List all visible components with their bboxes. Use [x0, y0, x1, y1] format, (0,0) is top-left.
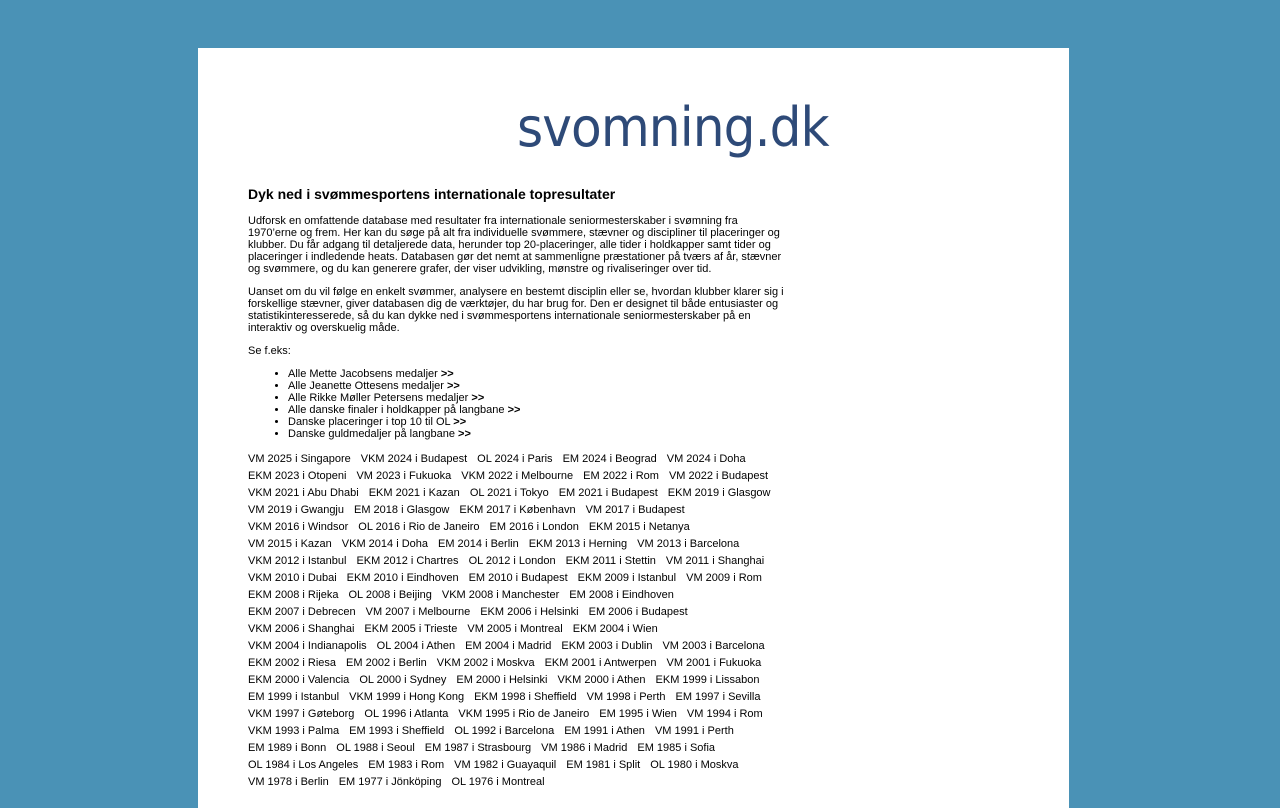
list-item: [288, 404, 788, 416]
list-item: [288, 428, 788, 440]
event-row: [248, 621, 788, 638]
event-link[interactable]: OL 1996 i Atlanta: [364, 708, 449, 720]
event-link[interactable]: OL 2016 i Rio de Janeiro: [358, 521, 480, 533]
event-link[interactable]: EM 2002 i Berlin: [346, 657, 427, 669]
event-link[interactable]: VM 1991 i Perth: [654, 725, 734, 737]
event-link[interactable]: EM 2006 i Budapest: [588, 606, 688, 618]
event-link[interactable]: VKM 1993 i Palma: [248, 725, 340, 737]
event-link[interactable]: EKM 2017 i København: [459, 504, 576, 516]
event-link[interactable]: EKM 2005 i Trieste: [364, 623, 458, 635]
event-link[interactable]: EKM 2007 i Debrecen: [248, 606, 356, 618]
event-link[interactable]: EM 2022 i Rom: [583, 470, 659, 482]
event-link[interactable]: VM 1978 i Berlin: [248, 776, 329, 788]
event-link[interactable]: OL 2021 i Tokyo: [469, 487, 549, 499]
event-link[interactable]: VKM 2024 i Budapest: [360, 453, 468, 465]
event-link[interactable]: EM 2008 i Eindhoven: [569, 589, 674, 601]
event-link[interactable]: VKM 2022 i Melbourne: [461, 470, 574, 482]
example-link-danish-gold-medals[interactable]: Danske guldmedaljer på langbane: [288, 428, 455, 440]
event-link[interactable]: EKM 2003 i Dublin: [561, 640, 653, 652]
event-link[interactable]: VM 2019 i Gwangju: [248, 504, 344, 516]
event-link[interactable]: OL 1976 i Montreal: [451, 776, 545, 788]
event-row: [248, 604, 788, 621]
event-link[interactable]: VKM 1999 i Hong Kong: [349, 691, 465, 703]
event-link[interactable]: VM 2025 i Singapore: [248, 453, 351, 465]
event-link[interactable]: EKM 2004 i Wien: [572, 623, 658, 635]
intro-paragraph-1: Udforsk en omfattende database med resultater fra internationale seniormesterskaber i svømning fra 1970’erne og frem. Her kan du søge på alt fra individuelle svømmere, stævner og discipliner til placeringer og klubber. Du får adgang til detaljerede data, herunder top 20-placeringer, alle tider i holdkapper samt tider og placeringer i indledende heats. Databasen gør det nemt at sammenligne præstationer på tværs af år, stævner og svømmere, og du kan generere grafer, der viser udvikling, mønstre og rivaliseringer over tid.: [248, 215, 782, 275]
event-link[interactable]: OL 2004 i Athen: [376, 640, 456, 652]
event-link[interactable]: EM 2016 i London: [489, 521, 579, 533]
event-link[interactable]: VKM 2012 i Istanbul: [248, 555, 347, 567]
event-row: [248, 451, 788, 468]
event-link[interactable]: EKM 2011 i Stettin: [565, 555, 656, 567]
event-row: [248, 655, 788, 672]
event-link[interactable]: EM 1985 i Sofia: [637, 742, 716, 754]
examples-label: Se f.eks:: [248, 345, 291, 357]
event-link[interactable]: VKM 1997 i Gøteborg: [248, 708, 355, 720]
example-arrow-link[interactable]: >>: [446, 380, 460, 392]
examples-list: [248, 368, 788, 440]
event-link[interactable]: VM 2005 i Montreal: [467, 623, 563, 635]
event-link[interactable]: VM 2023 i Fukuoka: [356, 470, 452, 482]
event-link[interactable]: EM 1993 i Sheffield: [349, 725, 445, 737]
event-link[interactable]: VM 2013 i Barcelona: [637, 538, 740, 550]
example-arrow-link[interactable]: >>: [440, 368, 454, 380]
example-link-rikke-moller-petersen[interactable]: Alle Rikke Møller Petersens medaljer: [288, 392, 469, 404]
content-area: [248, 186, 788, 791]
event-link[interactable]: OL 2008 i Beijing: [348, 589, 432, 601]
event-link[interactable]: EKM 2013 i Herning: [528, 538, 628, 550]
event-link[interactable]: EM 2018 i Glasgow: [354, 504, 450, 516]
list-item: [288, 368, 788, 380]
event-link[interactable]: OL 1984 i Los Angeles: [248, 759, 359, 771]
site-logo[interactable]: svomning.dk: [517, 96, 829, 159]
event-link[interactable]: VKM 2004 i Indianapolis: [248, 640, 367, 652]
event-link[interactable]: VM 2015 i Kazan: [248, 538, 332, 550]
event-row: [248, 757, 788, 774]
event-link[interactable]: EKM 2000 i Valencia: [248, 674, 350, 686]
event-row: [248, 536, 788, 553]
event-link[interactable]: EKM 2019 i Glasgow: [667, 487, 771, 499]
event-link[interactable]: EM 2021 i Budapest: [558, 487, 658, 499]
event-link[interactable]: EM 1983 i Rom: [368, 759, 445, 771]
example-link-mette-jacobsen[interactable]: Alle Mette Jacobsens medaljer: [288, 368, 438, 380]
event-link[interactable]: VKM 2014 i Doha: [341, 538, 428, 550]
example-arrow-link[interactable]: >>: [453, 416, 467, 428]
event-link[interactable]: VM 2001 i Fukuoka: [666, 657, 762, 669]
event-link[interactable]: EKM 2001 i Antwerpen: [544, 657, 657, 669]
example-arrow-link[interactable]: >>: [507, 404, 521, 416]
event-link[interactable]: VKM 2008 i Manchester: [441, 589, 560, 601]
example-link-jeanette-ottesen[interactable]: Alle Jeanette Ottesens medaljer: [288, 380, 444, 392]
event-row: [248, 468, 788, 485]
event-link[interactable]: EM 1999 i Istanbul: [248, 691, 340, 703]
event-row: [248, 570, 788, 587]
event-link[interactable]: VM 2009 i Rom: [686, 572, 762, 584]
event-link[interactable]: EM 2004 i Madrid: [465, 640, 552, 652]
event-link[interactable]: EM 2024 i Beograd: [562, 453, 657, 465]
event-link[interactable]: OL 2024 i Paris: [477, 453, 553, 465]
event-link[interactable]: VKM 2006 i Shanghai: [248, 623, 355, 635]
event-link[interactable]: EM 1995 i Wien: [599, 708, 677, 720]
event-link[interactable]: VKM 2016 i Windsor: [248, 521, 349, 533]
event-link[interactable]: EKM 2012 i Chartres: [356, 555, 459, 567]
event-link[interactable]: EM 1987 i Strasbourg: [424, 742, 532, 754]
event-row: [248, 672, 788, 689]
event-link[interactable]: EKM 2023 i Otopeni: [248, 470, 347, 482]
event-link[interactable]: EKM 1999 i Lissabon: [655, 674, 760, 686]
event-link[interactable]: VKM 2000 i Athen: [557, 674, 646, 686]
event-link[interactable]: EKM 2008 i Rijeka: [248, 589, 339, 601]
example-link-danish-relay-finals[interactable]: Alle danske finaler i holdkapper på langbane: [288, 404, 505, 416]
event-row: [248, 519, 788, 536]
event-link[interactable]: VM 2007 i Melbourne: [365, 606, 471, 618]
event-link[interactable]: EM 1981 i Split: [566, 759, 641, 771]
example-arrow-link[interactable]: >>: [458, 428, 471, 440]
event-link[interactable]: VM 1994 i Rom: [686, 708, 763, 720]
event-link[interactable]: EKM 2010 i Eindhoven: [346, 572, 459, 584]
event-link[interactable]: EKM 2006 i Helsinki: [480, 606, 579, 618]
event-link[interactable]: EKM 1998 i Sheffield: [474, 691, 577, 703]
event-link[interactable]: OL 1980 i Moskva: [650, 759, 739, 771]
main-page: [198, 48, 1069, 808]
event-row: [248, 689, 788, 706]
event-row: [248, 774, 788, 791]
event-link[interactable]: VKM 1995 i Rio de Janeiro: [458, 708, 590, 720]
event-link[interactable]: EKM 2009 i Istanbul: [577, 572, 677, 584]
list-item: [288, 392, 788, 404]
event-link[interactable]: EM 1997 i Sevilla: [675, 691, 761, 703]
event-row: [248, 706, 788, 723]
event-link[interactable]: OL 1988 i Seoul: [336, 742, 415, 754]
example-link-danish-top10-ol[interactable]: Danske placeringer i top 10 til OL: [288, 416, 451, 428]
event-link[interactable]: EM 1977 i Jönköping: [338, 776, 442, 788]
event-link[interactable]: OL 2012 i London: [468, 555, 556, 567]
event-row: [248, 485, 788, 502]
event-link[interactable]: OL 2000 i Sydney: [359, 674, 447, 686]
event-link[interactable]: EM 2014 i Berlin: [438, 538, 519, 550]
event-row: [248, 723, 788, 740]
event-link[interactable]: VM 1982 i Guayaquil: [454, 759, 557, 771]
intro-paragraph-2: Uanset om du vil følge en enkelt svømmer, analysere en bestemt disciplin eller se, hvordan klubber klarer sig i forskellige stævner, giver databasen dig de værktøjer, du har brug for. Den er designet til både entusiaster og statistikinteresserede, så du kan dykke ned i svømmesportens internationale seniormesterskaber på en interaktiv og overskuelig måde.: [248, 286, 784, 334]
event-link[interactable]: EM 2010 i Budapest: [468, 572, 568, 584]
list-item: [288, 416, 788, 428]
event-row: [248, 587, 788, 604]
event-link[interactable]: VM 1998 i Perth: [586, 691, 666, 703]
event-link[interactable]: VM 2024 i Doha: [666, 453, 746, 465]
list-item: [288, 380, 788, 392]
example-arrow-link[interactable]: >>: [471, 392, 485, 404]
page-title: Dyk ned i svømmesportens internationale topresultater: [248, 186, 616, 202]
event-link[interactable]: VM 2017 i Budapest: [585, 504, 685, 516]
event-link[interactable]: VKM 2021 i Abu Dhabi: [248, 487, 359, 499]
event-links: [248, 451, 788, 791]
event-link[interactable]: OL 1992 i Barcelona: [454, 725, 555, 737]
event-link[interactable]: EKM 2002 i Riesa: [248, 657, 337, 669]
event-link[interactable]: EKM 2021 i Kazan: [368, 487, 460, 499]
event-link[interactable]: VM 2003 i Barcelona: [662, 640, 765, 652]
event-row: [248, 638, 788, 655]
event-link[interactable]: EM 1989 i Bonn: [248, 742, 327, 754]
event-link[interactable]: EM 2000 i Helsinki: [456, 674, 548, 686]
event-link[interactable]: EM 1991 i Athen: [564, 725, 645, 737]
event-link[interactable]: EKM 2015 i Netanya: [588, 521, 690, 533]
event-row: [248, 740, 788, 757]
event-link[interactable]: VM 2011 i Shanghai: [665, 555, 765, 567]
event-link[interactable]: VM 2022 i Budapest: [668, 470, 769, 482]
event-link[interactable]: VKM 2002 i Moskva: [436, 657, 535, 669]
event-row: [248, 553, 788, 570]
event-link[interactable]: VKM 2010 i Dubai: [248, 572, 337, 584]
event-row: [248, 502, 788, 519]
event-link[interactable]: VM 1986 i Madrid: [541, 742, 628, 754]
